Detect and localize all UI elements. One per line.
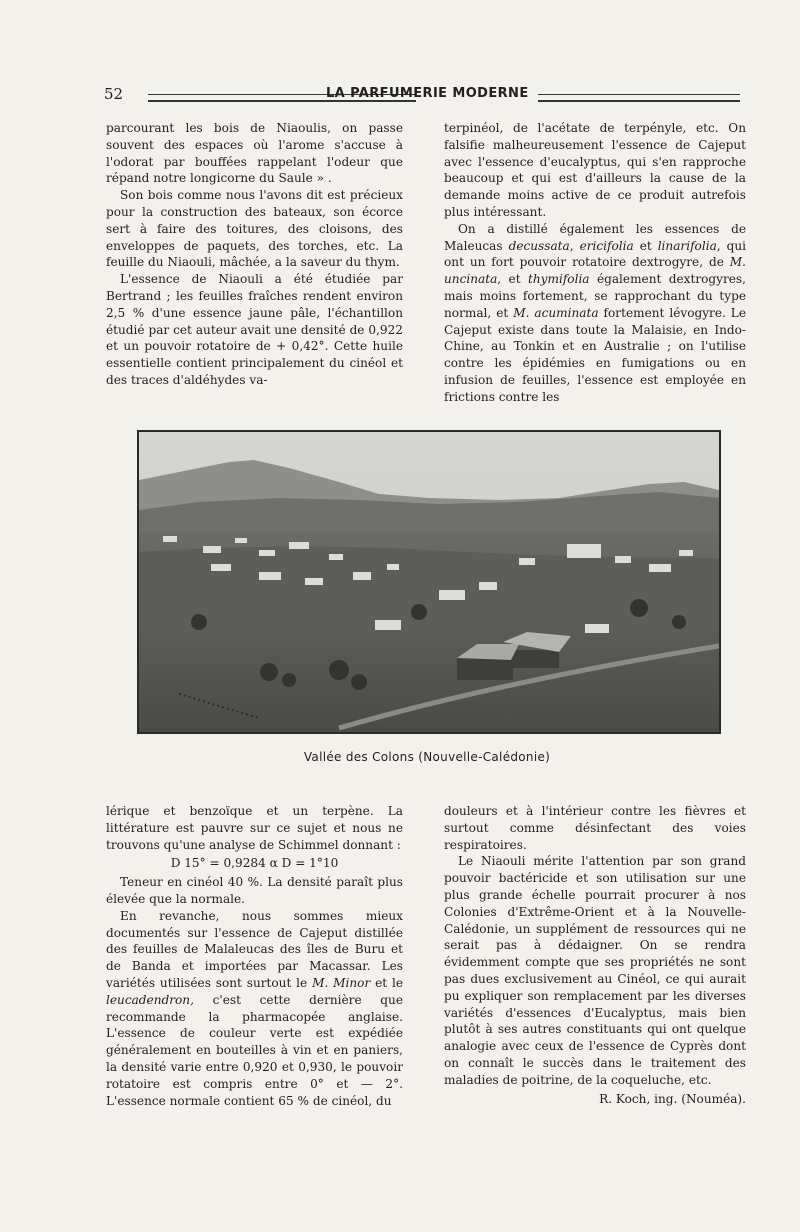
text-run: fortement lévogyre. Le Cajeput existe dans toute la Malaisie, en Indo-Chine, au Tonkin et en Australie ; on l'utilise contre les épidémies en fumigations ou en infusion de feuilles, l'essence est employée en frictions contre les (444, 305, 746, 404)
species-name: M. uncinata (444, 255, 746, 287)
page-number: 52 (104, 85, 124, 103)
paragraph: Teneur en cinéol 40 %. La densité paraît plus élevée que la normale. (106, 875, 403, 906)
text-run: , et (497, 272, 528, 287)
text-run: c'est cette dernière que recommande la pharmacopée anglaise. L'essence de couleur verte est expédiée généralement en bouteilles à vin et en paniers, la densité varie entre 0,920 et 0,930, le pouvoir rotatoire est compris entre 0° et — 2°. L'essence normale contient 65 % de cinéol, du (106, 992, 403, 1108)
paragraph: Le Niaouli mérite l'attention par son grand pouvoir bactéricide et son utilisation sur une plus grande échelle pourrait procurer à nos Colonies d'Extrême-Orient et à la Nouvelle-Calédonie, un supplément de ressources qui ne serait pas à dédaigner. On se rendra évidemment compte que ses propriétés ne sont pas dues exclusivement au Cinéol, ce qui aurait pu expliquer son remplacement par les diverses variétés d'essences d'Eucalyptus, mais bien plutôt à ses autres constituants qui ont quelque analogie avec ceux de l'essence de Cyprès dont on connaît le succès dans le traitement des maladies de poitrine, de la coqueluche, etc. (444, 854, 746, 1087)
bottom-right-column (444, 803, 746, 1107)
paragraph: Son bois comme nous l'avons dit est précieux pour la construction des bateaux, son écorce sert à faire des toitures, des cloisons, des enveloppes de paquets, des torches, etc. La feuille du Niaouli, mâchée, a la saveur du thym. (106, 188, 403, 270)
paragraph: L'essence de Niaouli a été étudiée par Bertrand ; les feuilles fraîches rendent environ 2,5 % d'une essence jaune pâle, l'échantillon étudié par cet auteur avait une densité de 0,922 et un pouvoir rotatoire de + 0,42°. Cette huile essentielle contient principalement du cinéol et des traces d'aldéhydes va- (106, 272, 403, 387)
species-name: M. acuminata (513, 305, 599, 320)
text-run: et le (370, 975, 403, 990)
species-name: decussata (508, 238, 570, 253)
text-run: , (569, 238, 580, 253)
paragraph (444, 221, 746, 406)
paragraph: lérique et benzoïque et un terpène. La littérature est pauvre sur ce sujet et nous ne trouvons qu'une analyse de Schimmel donnant : (106, 804, 403, 852)
photo-caption: Vallée des Colons (Nouvelle-Calédonie) (303, 750, 551, 764)
running-header (104, 84, 740, 108)
top-right-column (444, 120, 746, 406)
species-name: M. Minor (312, 975, 371, 990)
formula: D 15° = 0,9284 α D = 1°10 (170, 856, 339, 871)
species-name: linarifolia (657, 238, 717, 253)
text-run: et (633, 238, 658, 253)
header-rule-right (538, 94, 740, 102)
paragraph: douleurs et à l'intérieur contre les fièvres et surtout comme désinfectant des voies respiratoires. (444, 804, 746, 852)
running-title: LA PARFUMERIE MODERNE (326, 86, 529, 101)
author-signature: R. Koch, ing. (Nouméa). (599, 1091, 746, 1106)
top-left-column (106, 120, 403, 389)
species-name: ericifolia (579, 238, 634, 253)
paragraph: parcourant les bois de Niaoulis, on passe souvent des espaces où l'arome s'accuse à l'odorat par bouffées rappelant l'odeur que répand notre longicorne du Saule » . (106, 121, 403, 186)
text-run: également dextrogyres, mais moins fortement, se rapprochant du type normal, et (444, 272, 746, 320)
landscape-illustration (139, 432, 719, 732)
valley-photograph (137, 430, 721, 734)
text-run: On a distillé également les essences de Maleucas (444, 221, 746, 253)
paragraph: terpinéol, de l'acétate de terpényle, etc. On falsifie malheureusement l'essence de Cajeput avec l'essence d'eucalyptus, qui s'en rapproche beaucoup et qui est d'ailleurs la cause de la demande moins active de ce produit autrefois plus intéressant. (444, 121, 746, 219)
bottom-left-column (106, 803, 403, 1109)
paragraph (106, 908, 403, 1110)
text-run: En revanche, nous sommes mieux documentés sur l'essence de Cajeput distillée des feuilles de Malaleucas des îles de Buru et de Banda et importées par Macassar. Les variétés utilisées sont surtout le (106, 908, 403, 990)
text-run: , qui ont un fort pouvoir rotatoire dextrogyre, de (444, 238, 746, 270)
species-name: thymifolia (528, 272, 590, 287)
species-name: leucadendron, (106, 992, 194, 1007)
